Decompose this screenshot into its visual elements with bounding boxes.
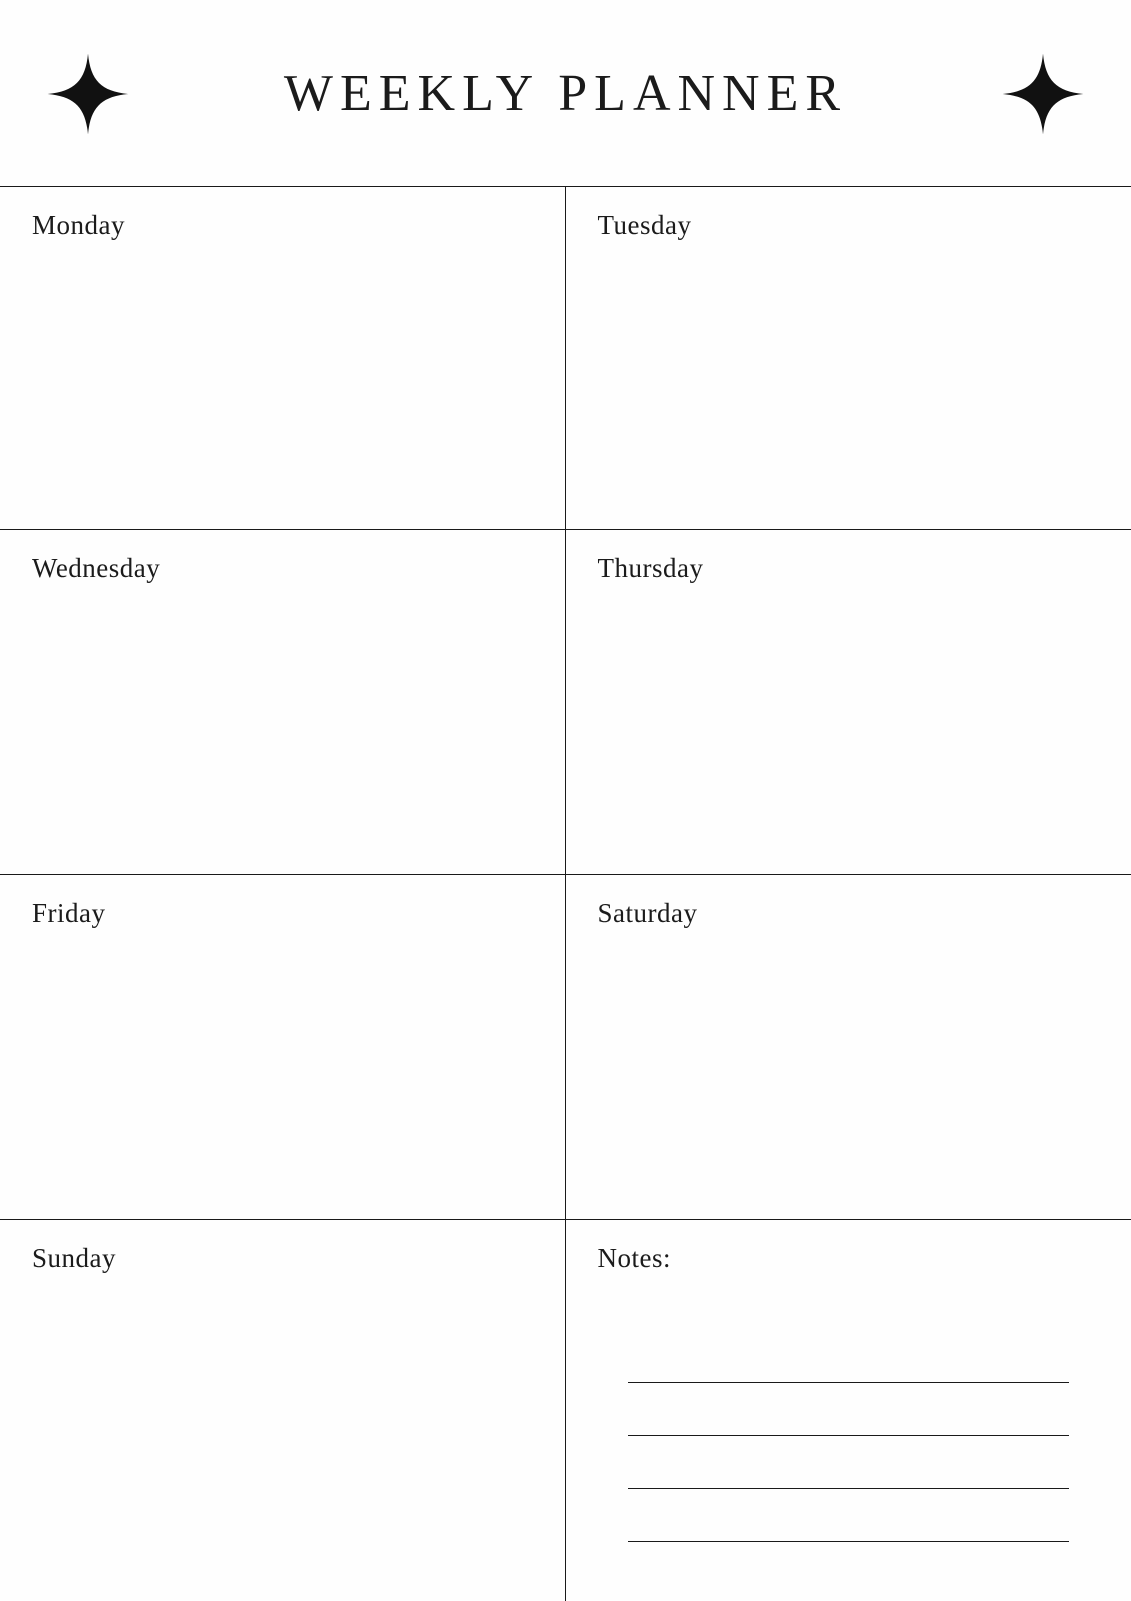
planner-row <box>0 187 1131 530</box>
day-label: Friday <box>32 899 565 929</box>
notes-line[interactable] <box>628 1383 1070 1436</box>
planner-row <box>0 875 1131 1220</box>
day-label: Wednesday <box>32 554 565 584</box>
day-label: Saturday <box>598 899 1131 929</box>
notes-line[interactable] <box>628 1489 1070 1542</box>
day-label: Thursday <box>598 554 1131 584</box>
notes-label: Notes: <box>598 1244 1131 1274</box>
day-cell-saturday[interactable] <box>566 875 1131 1219</box>
notes-cell[interactable] <box>566 1220 1131 1601</box>
sparkle-icon <box>46 52 130 136</box>
day-cell-tuesday[interactable] <box>566 187 1131 529</box>
day-label: Monday <box>32 211 565 241</box>
planner-grid <box>0 186 1131 1600</box>
day-label: Sunday <box>32 1244 565 1274</box>
day-cell-sunday[interactable] <box>0 1220 566 1601</box>
notes-lines <box>628 1330 1070 1542</box>
day-cell-friday[interactable] <box>0 875 566 1219</box>
page-header <box>0 0 1131 186</box>
planner-row <box>0 1220 1131 1601</box>
sparkle-icon <box>1001 52 1085 136</box>
notes-line[interactable] <box>628 1436 1070 1489</box>
day-cell-wednesday[interactable] <box>0 530 566 874</box>
day-label: Tuesday <box>598 211 1131 241</box>
notes-line[interactable] <box>628 1330 1070 1383</box>
day-cell-thursday[interactable] <box>566 530 1131 874</box>
planner-row <box>0 530 1131 875</box>
page-title: WEEKLY PLANNER <box>284 64 847 123</box>
day-cell-monday[interactable] <box>0 187 566 529</box>
